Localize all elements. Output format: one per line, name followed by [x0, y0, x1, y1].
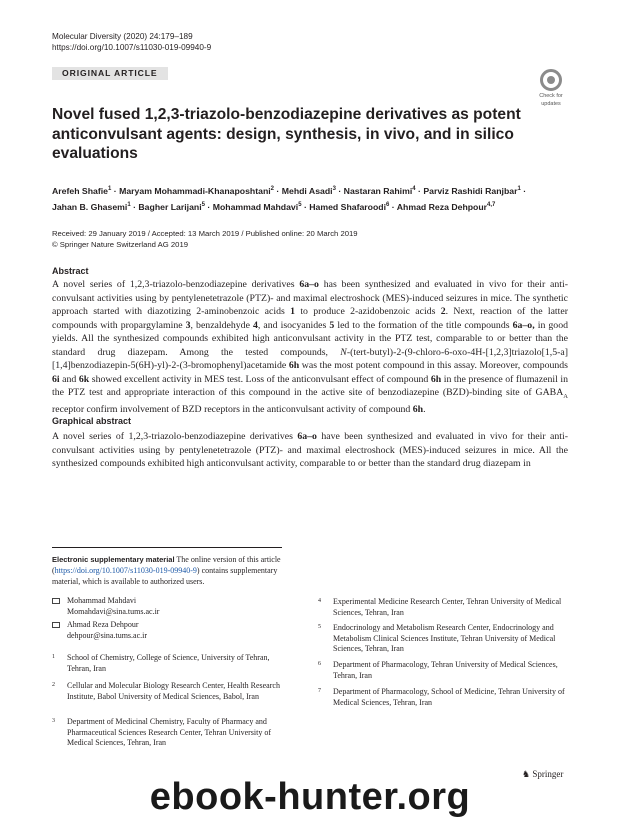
mail-icon: [52, 598, 60, 604]
check-updates-icon: [540, 69, 562, 91]
affiliation: 5 Endocrinology and Metabolism Research Center, Endocrinology and Metabolism Clinical Sciences Institute, Tehran University of Medical Sciences, Tehran, Iran: [318, 623, 556, 653]
author[interactable]: Nastaran Rahimi$^4$: [343, 185, 416, 196]
author[interactable]: Mohammad Mahdavi$^5$: [212, 201, 302, 212]
article-title: Novel fused 1,2,3-triazolo-benzodiazepine derivatives as potent anticonvulsant agents: design, synthesis, in vivo, and in silico evaluations: [52, 106, 521, 162]
footnote-divider: [52, 547, 282, 548]
author-list: Arefeh Shafie$^1$ · Maryam Mohammadi-Khanaposhtani$^2$ · Mehdi Asadi$^3$ · Nastaran Rahimi$^4$ · Parviz Rashidi Ranjbar$^1$ · Jahan B. Ghasemi$^1$ · Bagher Larijani$^5$ · Mohammad Mahdavi$^5$ · Hamed Shafaroodi$^6$ · Ahmad Reza Dehpour$^{4,7}$: [52, 185, 527, 212]
mail-icon: [52, 622, 60, 628]
correspondent-name: Mohammad Mahdavi: [67, 596, 137, 605]
supplementary-material-note: Electronic supplementary material The online version of this article (https://doi.org/10.1007/s11030-019-09940-9) contains supplementary material, which is available to authorized users.: [52, 555, 281, 586]
correspondent-name: Ahmad Reza Dehpour: [67, 620, 139, 629]
publication-dates: [52, 228, 358, 250]
abstract-heading: Abstract: [52, 266, 89, 276]
journal-citation: Molecular Diversity (2020) 24:179–189: [52, 32, 193, 41]
author[interactable]: Maryam Mohammadi-Khanaposhtani$^2$: [119, 185, 275, 196]
author[interactable]: Bagher Larijani$^5$: [138, 201, 205, 212]
watermark: ebook-hunter.org: [149, 776, 471, 818]
correspondent-email[interactable]: dehpour@sina.tums.ac.ir: [67, 630, 148, 640]
author[interactable]: Parviz Rashidi Ranjbar$^1$: [423, 185, 521, 196]
check-updates-label-1: Check for: [539, 93, 563, 99]
affiliation: 6 Department of Pharmacology, Tehran University of Medical Sciences, Tehran, Iran: [318, 660, 558, 680]
author[interactable]: Ahmad Reza Dehpour$^{4,7}$: [396, 201, 496, 212]
affiliation: 3 Department of Medicinal Chemistry, Faculty of Pharmacy and Pharmaceutical Sciences Research Center, Tehran University of Medical Sciences, Tehran, Iran: [52, 717, 272, 747]
affiliation: 2 Cellular and Molecular Biology Research Center, Health Research Institute, Babol University of Medical Sciences, Babol, Iran: [52, 681, 280, 701]
correspondence-1: [52, 596, 282, 617]
graphical-abstract-heading: Graphical abstract: [52, 416, 132, 426]
doi-link[interactable]: https://doi.org/10.1007/s11030-019-09940-9: [52, 43, 212, 52]
abstract-text: A novel series of 1,2,3-triazolo-benzodiazepine derivatives 6a–o has been synthesized and evaluated in vivo for their anti-convulsant activities using by pentylenetetrazole (PTZ)- and maximal electroshock (MES)-induced seizures in mice. The synthetic approach started with diazotizing 2-aminobenzoic acids 1 to produce 2-azidobenzoic acids 2. Next, reaction of the latter compounds with propargylamine 3, benzaldehyde 4, and isocyanides 5 led to the formation of the title compounds 6a–o, in good yields. All the synthesized compounds exhibited high anticonvulsant activity in the PTZ test, comparable to or better than the standard drug diazepam. Among the tested compounds, N-(tert-butyl)-2-(9-chloro-6-oxo-4H-[1,2,3]triazolo[1,5-a][1,4]benzodiazepin-5(6H)-yl)-2-(3-bromophenyl)acetamide 6h was the most potent compound in this assay. Moreover, compounds 6i and 6k showed excellent activity in MES test. Loss of the anticonvulsant effect of compound 6h in the presence of flumazenil in the PTZ test and appropriate interaction of this compound in the active site of benzodiazepine (BZD)-binding site of $GABA_A$ receptor confirm involvement of BZD receptors in the anticonvulsant activity of compound 6h.: [52, 279, 568, 416]
publisher-name: Springer: [532, 769, 564, 779]
graphical-abstract-text: A novel series of 1,2,3-triazolo-benzodiazepine derivatives 6a–o have been synthesized and evaluated in vivo for their anti-convulsant activities using by pentylenetetrazole (PTZ)- and maximal electroshock (MES)-induced seizures in mice. All the synthesized compounds exhibited high anticonvulsant activity, comparable to or better than the standard drug diazepam in: [52, 431, 568, 469]
author[interactable]: Jahan B. Ghasemi$^1$: [52, 201, 131, 212]
author[interactable]: Hamed Shafaroodi$^6$: [309, 201, 390, 212]
check-for-updates-button[interactable]: [537, 69, 565, 107]
springer-horse-icon: ♞: [522, 769, 531, 779]
correspondence-2: [52, 620, 282, 641]
check-updates-label-2: updates: [541, 101, 561, 107]
author[interactable]: Mehdi Asadi$^3$: [281, 185, 336, 196]
article-type-badge: ORIGINAL ARTICLE: [52, 67, 168, 80]
author[interactable]: Arefeh Shafie$^1$: [52, 185, 112, 196]
supplementary-link[interactable]: https://doi.org/10.1007/s11030-019-09940-9: [54, 566, 197, 575]
history-dates: Received: 29 January 2019 / Accepted: 13 March 2019 / Published online: 20 March 2019: [52, 229, 358, 238]
copyright: © Springer Nature Switzerland AG 2019: [52, 240, 188, 249]
journal-info: [52, 31, 211, 53]
affiliation: 4 Experimental Medicine Research Center, Tehran University of Medical Sciences, Tehran, Iran: [318, 597, 562, 617]
affiliation: 1 School of Chemistry, College of Science, University of Tehran, Tehran, Iran: [52, 653, 270, 673]
affiliation: 7 Department of Pharmacology, School of Medicine, Tehran University of Medical Sciences, Tehran, Iran: [318, 687, 565, 707]
correspondent-email[interactable]: Momahdavi@sina.tums.ac.ir: [67, 606, 160, 616]
